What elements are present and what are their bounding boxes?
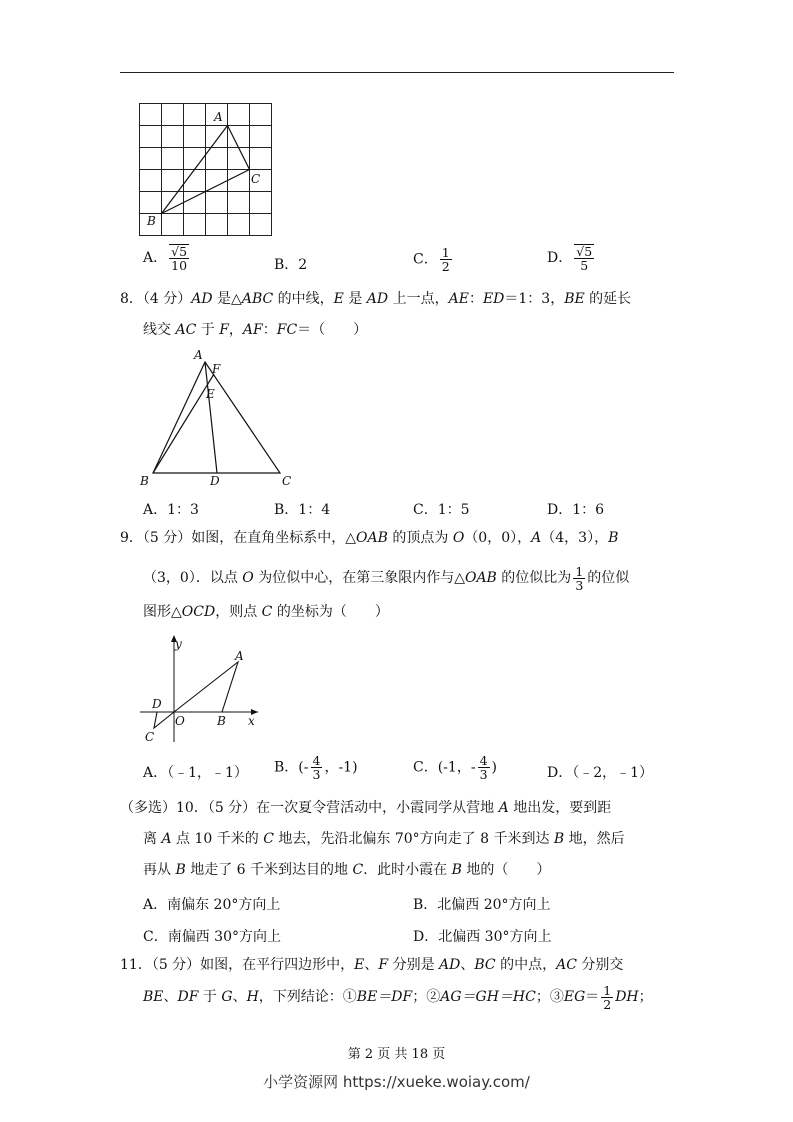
q10-option-c[interactable]: C．南偏西 30°方向上	[143, 929, 281, 945]
q11-l2-p8: ；	[638, 989, 653, 1005]
q8-l2-f: F	[219, 322, 229, 338]
q7-grid	[140, 104, 272, 236]
q10-l2-p3: 地去，先沿北偏东 70°方向走了 8 千米到达	[273, 831, 554, 847]
q7-option-c[interactable]	[413, 246, 454, 273]
q10-l2-p1: 离	[143, 831, 162, 847]
q9-label-o: O	[175, 714, 185, 728]
q8-l2-fc: FC	[276, 322, 298, 338]
q10-l2-b: B	[553, 831, 565, 847]
page-number: 第 2 页 共 18 页	[347, 1047, 446, 1062]
q8-l1-p6: ：	[468, 291, 483, 307]
q8-label-f: F	[212, 362, 221, 376]
q9-line-3	[143, 604, 389, 620]
q9-l3-ocd: OCD	[181, 604, 216, 620]
q11-l2-eg: EG	[563, 989, 586, 1005]
q7-option-a-frac	[169, 244, 189, 272]
q11-half-frac	[601, 984, 613, 1011]
q8-l2-p4: ：	[262, 322, 277, 338]
q7-option-c-frac	[440, 246, 452, 273]
q8-l1-ad2: AD	[366, 291, 389, 307]
q10-l1-p2: 地出发，要到距	[508, 800, 612, 816]
q9-label-d: D	[152, 697, 162, 711]
q11-line-1	[120, 957, 623, 973]
q9-option-b-num: 4	[312, 753, 321, 768]
q7-option-c-num: 1	[441, 245, 450, 260]
q9-l3-p1: 图形△	[143, 604, 182, 620]
q8-l2-p3: ，	[228, 322, 243, 338]
q7-option-c-letter: C．	[413, 251, 438, 268]
q8-label-b: B	[140, 474, 149, 488]
q7-option-d-letter: D．	[547, 250, 573, 266]
q8-l2-p2: 于	[196, 322, 220, 338]
q9-line-2	[143, 562, 629, 594]
q11-l2-dh: DH	[615, 989, 639, 1005]
q11-l2-p3: 、	[232, 989, 247, 1005]
q9-option-b-post: ，-1)	[324, 759, 358, 776]
q8-l2-p1: 线交	[143, 322, 176, 338]
q7-label-c: C	[251, 172, 261, 186]
q10-l3-p2: 地走了 6 千米到达目的地	[185, 862, 353, 878]
q7-option-b[interactable]	[274, 254, 307, 274]
q9-l2-p3: 的位似比为	[496, 570, 572, 586]
q8-label-a: A	[194, 348, 203, 362]
q8-line-bf	[153, 374, 214, 473]
q11-conclusion-1: BE＝DF	[356, 989, 413, 1005]
q10-l3-c: C	[352, 862, 364, 878]
q9-label-b: B	[217, 714, 226, 728]
q9-l1-o: O	[452, 530, 465, 546]
q9-l2-o: O	[242, 570, 254, 586]
q11-conclusion-2: AG＝GH＝HC	[440, 989, 536, 1005]
q7-grid-figure	[130, 95, 280, 240]
q7-label-b: B	[147, 214, 156, 228]
q9-label-x: x	[248, 714, 255, 728]
q9-option-b[interactable]	[274, 754, 358, 781]
q10-l2-a: A	[161, 831, 172, 847]
q9-option-b-letter: B．	[274, 759, 299, 776]
q9-l3-c: C	[261, 604, 273, 620]
q9-triangle-ocd	[154, 712, 174, 728]
q11-l2-p7: ＝	[585, 989, 600, 1005]
q8-l1-p7: ＝1：3，	[504, 291, 565, 307]
q9-option-b-den: 3	[312, 767, 321, 782]
q10-l3-p1: 再从	[143, 862, 176, 878]
q11-l2-df: DF	[177, 989, 199, 1005]
q9-l1-a: A	[531, 530, 542, 546]
q8-label-c: C	[282, 474, 292, 488]
q9-l1-p2: 的顶点为	[387, 530, 453, 546]
q8-l1-ed: ED	[482, 291, 505, 307]
q7-option-a-sqrt: √5	[171, 244, 188, 259]
q8-line-2	[143, 322, 367, 338]
q9-option-c-den: 3	[479, 767, 488, 782]
q9-l3-p3: 的坐标为（ ）	[272, 604, 389, 620]
q11-l1-p5: 的中点，	[495, 957, 557, 973]
q10-line-3	[143, 862, 550, 878]
q9-option-c[interactable]	[413, 754, 497, 781]
q9-option-a[interactable]: A．（﹣1，﹣1）	[143, 765, 248, 781]
q11-l2-p4: ，下列结论：①	[258, 989, 357, 1005]
q8-option-a[interactable]: A．1：3	[143, 502, 199, 518]
q8-l1-p8: 的延长	[584, 291, 632, 307]
q11-l2-be: BE	[143, 989, 164, 1005]
header-rule	[120, 72, 674, 73]
q8-triangle-figure	[130, 342, 305, 490]
q9-label-y: y	[175, 637, 182, 651]
q8-l1-p4: 是	[343, 291, 367, 307]
q7-option-c-den: 2	[441, 259, 450, 274]
q9-option-d[interactable]: D．（﹣2，﹣1）	[547, 765, 654, 781]
q9-line-1	[120, 530, 618, 546]
q9-l2-oab: OAB	[464, 570, 497, 586]
q10-l1-a: A	[498, 800, 509, 816]
q11-l2-h: H	[246, 989, 259, 1005]
q9-ratio-frac	[573, 565, 585, 592]
q9-l2-p2: 为位似中心，在第三象限内作与△	[253, 570, 465, 586]
q9-ratio-num: 1	[575, 563, 584, 579]
q7-option-d[interactable]	[547, 244, 596, 272]
q8-option-b[interactable]: B．1：4	[274, 502, 331, 518]
q10-l3-p3: ．此时小霞在	[363, 862, 452, 878]
q11-l1-ac: AC	[556, 957, 577, 973]
q8-l1-p3: 的中线，	[273, 291, 334, 307]
q11-l1-e: E	[354, 957, 365, 973]
q11-l1-p3: 分别是	[388, 957, 440, 973]
q9-option-c-frac	[478, 754, 490, 781]
q9-coordinate-figure	[130, 630, 270, 748]
q9-option-b-pre: (-	[298, 759, 309, 776]
q10-line-1	[120, 800, 611, 816]
q10-l2-p4: 地，然后	[564, 831, 625, 847]
q11-l1-f: F	[378, 957, 389, 973]
q8-l1-p2: 是△	[212, 291, 242, 307]
q11-l1-p2: 、	[364, 957, 379, 973]
q7-option-a-letter: A．	[143, 250, 168, 266]
q7-option-d-sqrt: √5	[576, 244, 593, 259]
q9-l1-oab: OAB	[356, 530, 388, 546]
q8-l1-abc: ABC	[241, 291, 274, 307]
q8-l2-p5: ＝（ ）	[297, 322, 368, 338]
q8-l1-ae: AE	[448, 291, 469, 307]
q9-ratio-den: 3	[575, 577, 584, 593]
q10-l3-b: B	[175, 862, 186, 878]
q8-label-d: D	[210, 474, 220, 488]
q11-l1-p1: 11．（5 分）如图，在平行四边形中，	[120, 957, 355, 973]
q11-l2-p6: ；③	[535, 989, 564, 1005]
q7-option-d-frac	[574, 244, 594, 272]
q11-half-num: 1	[603, 982, 612, 998]
q11-l1-bc: BC	[474, 957, 496, 973]
q8-l2-af: AF	[242, 322, 263, 338]
q11-l1-ad: AD	[439, 957, 461, 973]
q9-l1-b: B	[608, 530, 619, 546]
q10-l1-p1: （多选）10．（5 分）在一次夏令营活动中，小霞同学从营地	[120, 800, 499, 816]
q9-option-b-frac	[311, 754, 323, 781]
q9-label-a: A	[235, 649, 244, 663]
q8-triangle	[153, 362, 280, 473]
q10-option-d[interactable]: D．北偏西 30°方向上	[413, 929, 552, 945]
q9-triangle-oab	[174, 662, 238, 712]
q9-option-c-post: )	[491, 759, 497, 776]
q10-option-b[interactable]: B．北偏西 20°方向上	[413, 897, 551, 913]
q11-l1-p6: 分别交	[576, 957, 624, 973]
q7-option-b-value: 2	[298, 257, 308, 273]
q10-l3-p4: 地的（ ）	[461, 862, 551, 878]
q9-l1-p3: （0，0），	[464, 530, 532, 546]
q9-option-c-num: 4	[479, 753, 488, 768]
q8-option-c[interactable]: C．1：5	[413, 502, 470, 518]
q10-l3-b2: B	[451, 862, 462, 878]
q9-l1-p4: （4，3），	[541, 530, 609, 546]
source-watermark: 小学资源网 https://xueke.woiay.com/	[263, 1073, 530, 1091]
q10-line-2	[143, 831, 625, 847]
q8-l1-p5: 上一点，	[388, 291, 449, 307]
q7-option-d-den: 5	[580, 258, 589, 273]
q11-line-2	[143, 981, 653, 1013]
q10-option-a[interactable]: A．南偏东 20°方向上	[143, 897, 281, 913]
q7-option-a-den: 10	[171, 258, 188, 273]
q9-l3-p2: ，则点	[215, 604, 262, 620]
q8-l1-ad: AD	[191, 291, 213, 307]
q8-line-1	[120, 291, 631, 307]
q9-l2-p1: （3，0）．以点	[143, 570, 243, 586]
q8-l1-p1: 8．（4 分）	[120, 291, 192, 307]
q10-l2-p2: 点 10 千米的	[171, 831, 264, 847]
q10-l2-c: C	[263, 831, 274, 847]
q8-l1-e: E	[333, 291, 344, 307]
q11-l1-p4: 、	[460, 957, 475, 973]
q8-option-d[interactable]: D．1：6	[547, 502, 605, 518]
q8-label-e: E	[206, 387, 215, 401]
q11-l2-g: G	[221, 989, 233, 1005]
q9-l1-p1: 9．（5 分）如图，在直角坐标系中，△	[120, 530, 357, 546]
q8-l2-ac: AC	[175, 322, 197, 338]
q9-option-c-pre: (-1，-	[437, 759, 476, 776]
q11-half-den: 2	[603, 996, 612, 1012]
q8-l1-be: BE	[564, 291, 585, 307]
q7-option-b-letter: B．	[274, 257, 299, 273]
q11-l2-p5: ；②	[412, 989, 441, 1005]
q11-l2-p2: 于	[198, 989, 222, 1005]
q7-option-a[interactable]	[143, 244, 191, 272]
q9-l2-p4: 的位似	[587, 570, 630, 586]
q9-label-c: C	[145, 730, 155, 744]
q7-label-a: A	[214, 110, 223, 124]
q9-option-c-letter: C．	[413, 759, 438, 776]
q11-l2-p1: 、	[163, 989, 178, 1005]
